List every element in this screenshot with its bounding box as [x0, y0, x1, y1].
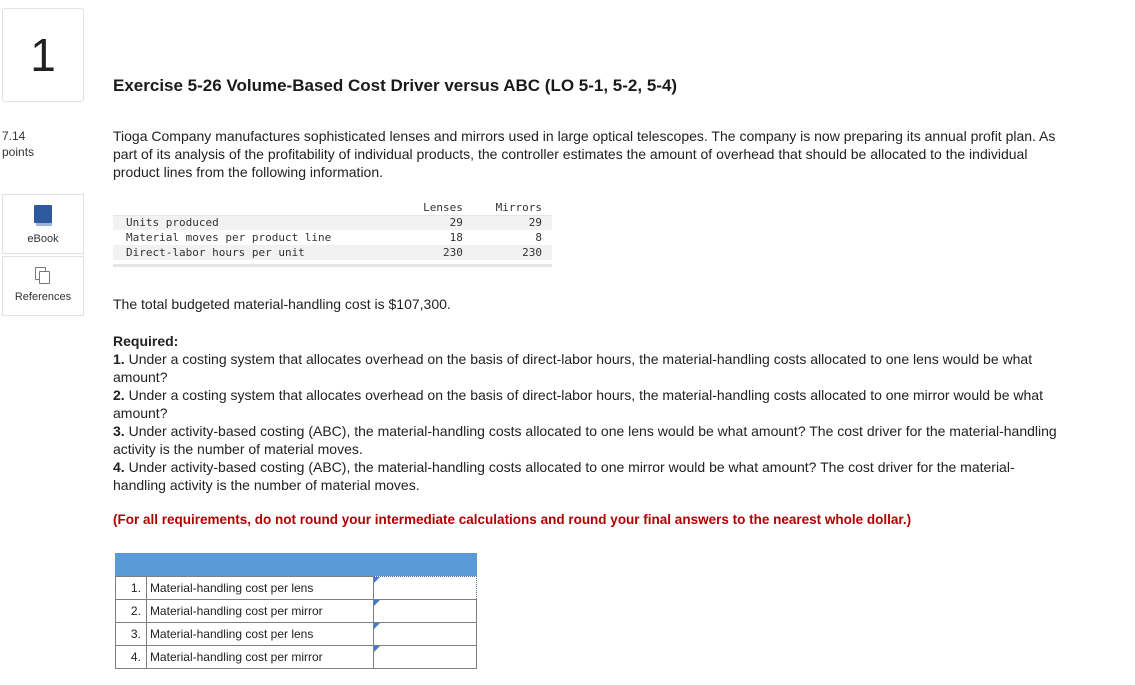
- required-heading: Required:: [113, 333, 179, 349]
- answer-grid-header: [115, 553, 477, 576]
- ebook-label: eBook: [27, 233, 59, 245]
- points-info: [2, 128, 34, 160]
- required-item-3: 3. Under activity-based costing (ABC), the material-handling costs allocated to one lens would be what amount? The cost driver for the material-handling activity is the number of material moves.: [113, 423, 1057, 457]
- answer-input-3[interactable]: [374, 624, 476, 645]
- table-row: Material moves per product line 18 8: [126, 231, 542, 244]
- required-item-4: 4. Under activity-based costing (ABC), the material-handling costs allocated to one mirror would be what amount? The cost driver for the material-handling activity is the number of material moves.: [113, 459, 1015, 493]
- points-label: points: [2, 145, 35, 159]
- ebook-button[interactable]: [2, 194, 84, 254]
- table-row: Direct-labor hours per unit 230 230: [113, 245, 552, 260]
- answer-grid: [115, 553, 477, 669]
- points-value: 7.14: [2, 129, 26, 143]
- ebook-icon: [34, 205, 52, 227]
- required-section: [113, 332, 1058, 494]
- data-table: [113, 200, 552, 267]
- col-header-mirrors: Mirrors: [473, 200, 552, 215]
- exercise-title: Exercise 5-26 Volume-Based Cost Driver versus ABC (LO 5-1, 5-2, 5-4): [113, 76, 678, 95]
- answer-input-4[interactable]: [374, 647, 476, 668]
- references-button[interactable]: [2, 256, 84, 316]
- answer-row: 3. Material-handling cost per lens: [116, 623, 477, 646]
- intro-paragraph: Tioga Company manufactures sophisticated lenses and mirrors used in large optical telescopes. The company is now preparing its annual profit plan. As part of its analysis of the profitability of individual products, the controller estimates the amount of overhead that should be allocated to the individual product lines from the following information.: [113, 128, 1056, 180]
- answer-row: 1. Material-handling cost per lens: [116, 577, 477, 600]
- budget-text: The total budgeted material-handling cost is $107,300.: [113, 296, 451, 312]
- answer-row: 2. Material-handling cost per mirror: [116, 600, 477, 623]
- table-row: Units produced 29 29: [113, 215, 552, 230]
- required-item-1: 1. Under a costing system that allocates overhead on the basis of direct-labor hours, the material-handling costs allocated to one lens would be what amount?: [113, 351, 1033, 385]
- answer-input-2[interactable]: [374, 601, 476, 622]
- references-label: References: [14, 291, 72, 303]
- rounding-note: (For all requirements, do not round your intermediate calculations and round your final answers to the nearest whole dollar.): [113, 512, 912, 527]
- col-header-lenses: Lenses: [403, 200, 473, 215]
- references-icon: [35, 267, 51, 285]
- answer-row: 4. Material-handling cost per mirror: [116, 646, 477, 669]
- question-number: 1: [2, 8, 84, 102]
- answer-input-1[interactable]: [374, 578, 476, 599]
- required-item-2: 2. Under a costing system that allocates overhead on the basis of direct-labor hours, the material-handling costs allocated to one mirror would be what amount?: [113, 387, 1043, 421]
